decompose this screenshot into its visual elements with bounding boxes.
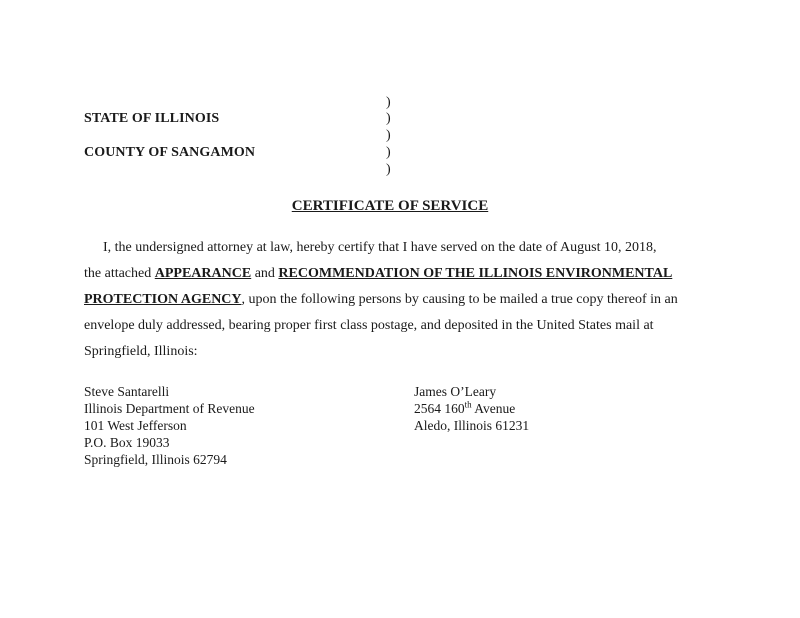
body-line-3 bbox=[84, 292, 678, 308]
recipient-line: Illinois Department of Revenue bbox=[84, 401, 255, 416]
recipient-line: 101 West Jefferson bbox=[84, 418, 187, 433]
recipient-name: Steve Santarelli bbox=[84, 384, 170, 399]
recipient-line: Springfield, Illinois 62794 bbox=[84, 452, 227, 467]
caption-paren: ) bbox=[386, 162, 391, 177]
recipient-city: Aledo, Illinois 61231 bbox=[414, 418, 530, 433]
body-text: and bbox=[251, 266, 279, 281]
body-text: the attached bbox=[84, 266, 155, 281]
caption-paren: ) bbox=[386, 111, 391, 126]
body-line-1: I, the undersigned attorney at law, hereby certify that I have served on the date of August 10, 2018, bbox=[103, 240, 657, 255]
body-text: , upon the following persons by causing to be mailed a true copy thereof in an bbox=[241, 292, 678, 307]
recipient-address-1 bbox=[84, 383, 255, 468]
appearance-doc-title: APPEARANCE bbox=[154, 266, 252, 281]
body-line-4: envelope duly addressed, bearing proper first class postage, and deposited in the United States mail at bbox=[84, 318, 654, 333]
recipient-name: James O’Leary bbox=[414, 384, 497, 399]
recipient-address-2 bbox=[414, 383, 529, 434]
body-line-5: Springfield, Illinois: bbox=[84, 344, 198, 359]
document-title: CERTIFICATE OF SERVICE bbox=[291, 198, 489, 214]
recommendation-doc-title: RECOMMENDATION OF THE ILLINOIS ENVIRONMENTAL bbox=[278, 266, 673, 281]
caption-paren: ) bbox=[386, 128, 391, 143]
recommendation-doc-title-cont: PROTECTION AGENCY bbox=[84, 292, 242, 307]
body-line-2 bbox=[84, 266, 672, 282]
recipient-line: P.O. Box 19033 bbox=[84, 435, 170, 450]
recipient-street: 2564 160th Avenue bbox=[414, 399, 516, 416]
caption-paren: ) bbox=[386, 95, 391, 110]
state-caption: STATE OF ILLINOIS bbox=[84, 111, 220, 126]
county-caption: COUNTY OF SANGAMON bbox=[84, 145, 256, 160]
caption-paren: ) bbox=[386, 145, 391, 160]
